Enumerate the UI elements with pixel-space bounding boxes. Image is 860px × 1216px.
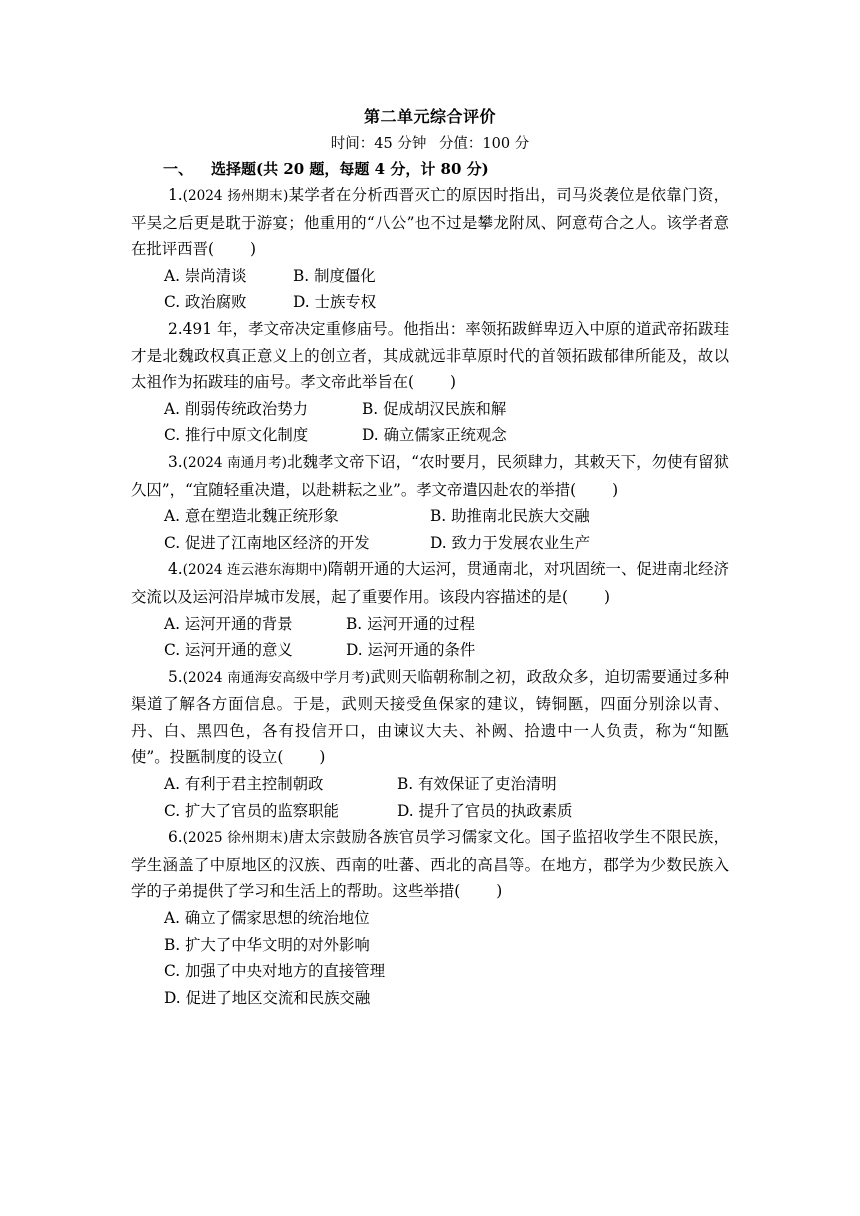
question-source: (2024 扬州期末): [182, 188, 289, 204]
question-end: ): [496, 882, 503, 901]
question-5: [131, 664, 729, 825]
question-end: ): [319, 748, 326, 767]
option-b[interactable]: B. 有效保证了吏治清明: [397, 775, 557, 794]
question-number: 5.: [167, 667, 183, 686]
section-number: 一、: [163, 160, 194, 178]
question-stem: [131, 824, 729, 905]
option-c[interactable]: C. 运河开通的意义: [164, 641, 293, 660]
options: [131, 503, 729, 556]
option-c[interactable]: C. 推行中原文化制度: [164, 426, 309, 445]
option-b[interactable]: B. 制度僵化: [293, 266, 376, 285]
options: [131, 396, 729, 449]
page-title: 第二单元综合评价: [363, 107, 496, 126]
question-text: 北魏孝文帝下诏，“农时要月，民须肆力，其敕天下，勿使有留狱久囚”，“宜随轻重决遣，以赴耕耘之业”。孝文帝遣囚赴农的举措(: [131, 452, 729, 499]
exam-meta: [0, 132, 860, 153]
option-d[interactable]: D. 提升了官员的执政素质: [397, 801, 573, 820]
question-number: 4.: [167, 560, 183, 579]
question-list: [131, 182, 729, 1011]
question-source: (2024 南通月考): [182, 454, 288, 471]
option-d[interactable]: D. 促进了地区交流和民族交融: [164, 988, 371, 1007]
question-stem: [131, 182, 729, 263]
option-a[interactable]: A. 削弱传统政治势力: [164, 399, 309, 418]
question-source: (2024 南通海安高级中学月考): [182, 669, 371, 686]
question-stem: [131, 449, 729, 503]
options: [131, 263, 729, 316]
option-c[interactable]: C. 扩大了官员的监察职能: [164, 801, 339, 820]
total-score: 分值：100 分: [438, 136, 530, 152]
question-end: ): [249, 240, 256, 259]
time-limit: 时间：45 分钟: [330, 136, 427, 152]
question-6: [131, 824, 729, 1011]
question-stem: [131, 556, 729, 610]
option-c[interactable]: C. 促进了江南地区经济的开发: [164, 533, 370, 552]
option-d[interactable]: D. 确立儒家正统观念: [362, 426, 507, 445]
question-end: ): [450, 373, 457, 392]
options: [131, 905, 729, 1011]
question-end: ): [612, 480, 619, 499]
question-stem: [131, 316, 729, 396]
option-d[interactable]: D. 士族专权: [293, 293, 377, 312]
question-4: [131, 556, 729, 663]
question-source: (2024 连云港东海期中): [182, 562, 328, 579]
option-d[interactable]: D. 致力于发展农业生产: [430, 533, 591, 552]
question-text: 隋朝开通的大运河，贯通南北，对巩固统一、促进南北经济交流以及运河沿岸城市发展，起了重要作用。该段内容描述的是(: [131, 560, 729, 606]
question-1: [131, 182, 729, 316]
section-heading: [163, 158, 489, 179]
option-d[interactable]: D. 运河开通的条件: [346, 641, 476, 660]
option-b[interactable]: B. 扩大了中华文明的对外影响: [164, 935, 370, 954]
option-a[interactable]: A. 意在塑造北魏正统形象: [164, 507, 339, 526]
options: [131, 771, 729, 824]
question-3: [131, 449, 729, 556]
question-stem: [131, 664, 729, 771]
question-text: 武则天临朝称制之初，政敌众多，迫切需要通过多种渠道了解各方面信息。于是，武则天接受鱼保家的建议，铸铜匦，四面分别涂以青、丹、白、黑四色，各有投信开口，由谏议大夫、补阙、拾遗中一人负责，称为“知匦使”。投匦制度的设立(: [131, 667, 729, 767]
option-a[interactable]: A. 有利于君主控制朝政: [164, 775, 324, 794]
question-number: 3.: [167, 452, 183, 471]
options: [131, 611, 729, 664]
question-end: ): [603, 587, 610, 606]
question-number: 6.: [167, 828, 183, 847]
question-number: 1.: [167, 186, 183, 204]
question-text: 491 年，孝文帝决定重修庙号。他指出：率领拓跋鲜卑迈入中原的道武帝拓跋珪才是北魏政权真正意义上的创立者，其成就远非草原时代的首领拓跋郁律所能及，故以太祖作为拓跋珪的庙号。孝文帝此举旨在(: [131, 319, 729, 392]
question-number: 2.: [167, 319, 183, 338]
question-source: (2025 徐州期末): [182, 830, 289, 847]
question-text: 唐太宗鼓励各族官员学习儒家文化。国子监招收学生不限民族，学生涵盖了中原地区的汉族、西南的吐蕃、西北的高昌等。在地方，郡学为少数民族入学的子弟提供了学习和生活上的帮助。这些举措(: [131, 828, 729, 901]
option-c[interactable]: C. 政治腐败: [164, 293, 247, 312]
question-text: 某学者在分析西晋灭亡的原因时指出，司马炎袭位是依靠门资，平吴之后更是耽于游宴；他重用的“八公”也不过是攀龙附凤、阿意苟合之人。该学者意在批评西晋(: [131, 186, 729, 259]
section-title: 选择题(共 20 题，每题 4 分，计 80 分): [211, 160, 489, 178]
option-b[interactable]: B. 促成胡汉民族和解: [362, 399, 507, 418]
option-a[interactable]: A. 运河开通的背景: [164, 614, 293, 633]
option-c[interactable]: C. 加强了中央对地方的直接管理: [164, 962, 386, 981]
option-b[interactable]: B. 运河开通的过程: [346, 614, 475, 633]
option-a[interactable]: A. 确立了儒家思想的统治地位: [164, 909, 370, 928]
option-b[interactable]: B. 助推南北民族大交融: [430, 507, 590, 526]
question-2: [131, 316, 729, 449]
option-a[interactable]: A. 崇尚清谈: [164, 266, 247, 285]
